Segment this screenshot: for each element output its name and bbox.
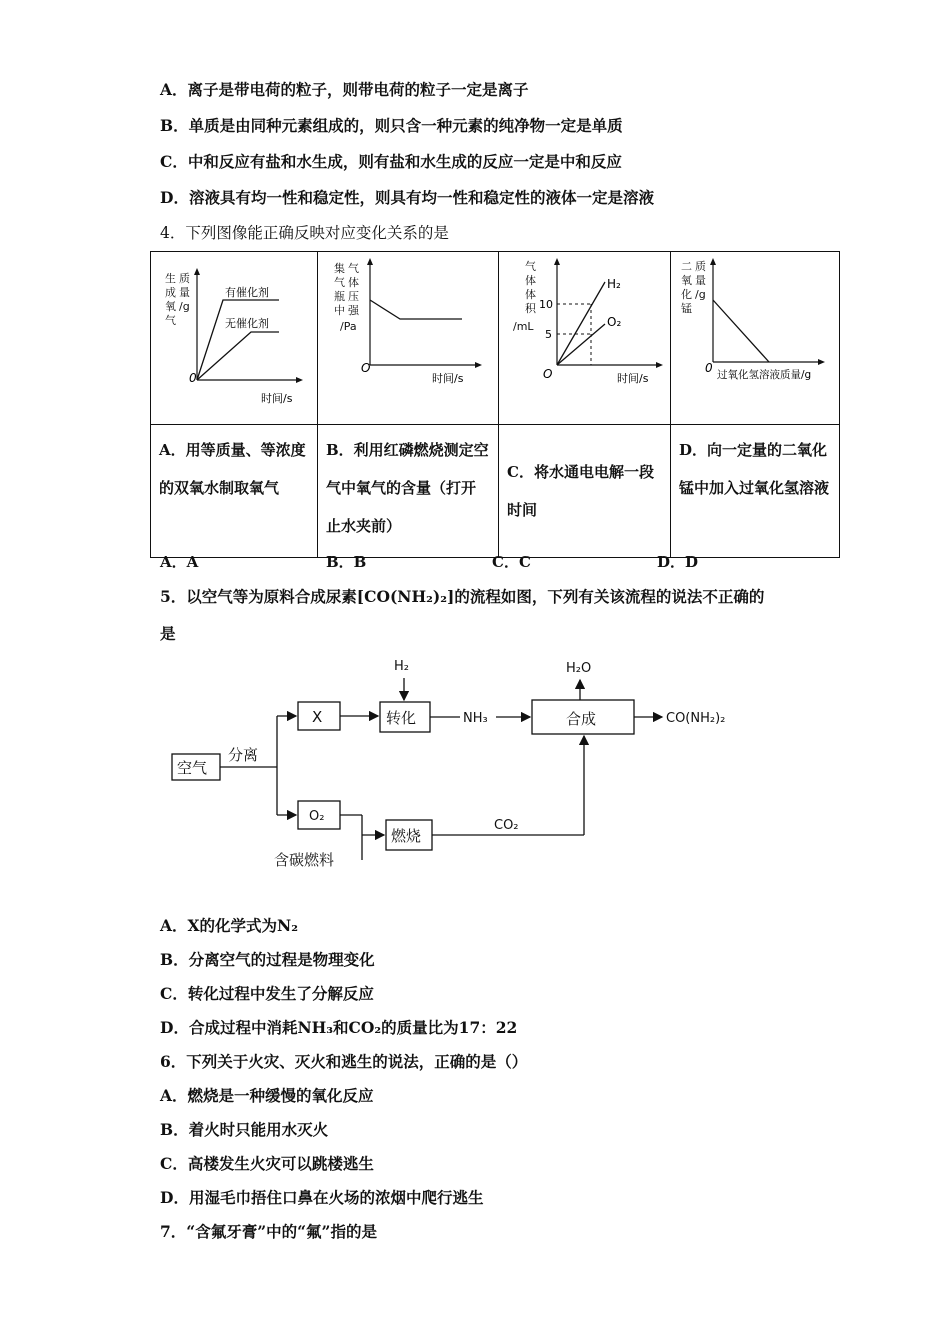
svg-text:氧: 氧 xyxy=(165,300,176,313)
q7-stem: 7．“含氟牙膏”中的“氟”指的是 xyxy=(160,1222,377,1241)
graph-b-xlabel: 时间/s xyxy=(432,372,464,385)
q6-option-a[interactable]: A．燃烧是一种缓慢的氧化反应 xyxy=(160,1086,374,1105)
graph-a-svg xyxy=(151,252,318,424)
q4-graph-a xyxy=(151,252,318,425)
q5-option-b[interactable]: B．分离空气的过程是物理变化 xyxy=(160,950,375,969)
svg-text:体: 体 xyxy=(525,274,536,287)
graph-b-line xyxy=(370,300,462,319)
svg-text:/Pa: /Pa xyxy=(340,320,357,333)
svg-text:/g: /g xyxy=(695,288,706,301)
q5-flow-diagram xyxy=(160,650,760,880)
flow-o2: O₂ xyxy=(309,809,325,824)
flow-convert: 转化 xyxy=(386,709,417,727)
svg-text:体: 体 xyxy=(525,288,536,301)
graph-a-label-nocatalyst: 无催化剂 xyxy=(225,317,269,330)
flow-x: X xyxy=(312,708,323,726)
svg-text:二: 二 xyxy=(681,260,692,273)
flow-co2: CO₂ xyxy=(494,818,519,833)
q4-option-b[interactable]: B．B xyxy=(326,553,367,571)
q4-graph-d xyxy=(671,252,840,425)
flow-nh3: NH₃ xyxy=(463,711,488,726)
graph-c-label-o2: O₂ xyxy=(607,315,622,329)
q3-option-c[interactable]: C．中和反应有盐和水生成，则有盐和水生成的反应一定是中和反应 xyxy=(160,152,622,171)
q6-stem: 6．下列关于火灾、灭火和逃生的说法，正确的是（） xyxy=(160,1052,528,1071)
q4-option-c[interactable]: C．C xyxy=(492,553,531,571)
graph-c-tick-10: 10 xyxy=(539,298,553,311)
flow-burn: 燃烧 xyxy=(391,827,422,845)
graph-d-svg xyxy=(671,252,840,424)
svg-text:集: 集 xyxy=(334,262,345,275)
svg-text:生: 生 xyxy=(165,272,176,285)
svg-text:体: 体 xyxy=(348,276,359,289)
graph-a-label-catalyst: 有催化剂 xyxy=(225,286,269,299)
q3-option-a[interactable]: A．离子是带电荷的粒子，则带电荷的粒子一定是离子 xyxy=(160,80,529,99)
svg-text:化: 化 xyxy=(681,288,692,301)
svg-text:成: 成 xyxy=(165,286,176,299)
svg-text:气: 气 xyxy=(525,260,536,273)
svg-text:质: 质 xyxy=(695,260,706,273)
q5-option-d[interactable]: D．合成过程中消耗NH₃和CO₂的质量比为17：22 xyxy=(160,1018,518,1037)
graph-b-svg xyxy=(318,252,499,424)
svg-text:锰: 锰 xyxy=(681,302,692,315)
flow-fuel: 含碳燃料 xyxy=(274,851,335,869)
flow-synth: 合成 xyxy=(566,710,597,728)
graph-a-ylabel xyxy=(165,271,190,327)
q4-desc-d: D．向一定量的二氧化锰中加入过氧化氢溶液 xyxy=(671,425,840,558)
graph-c-tick-5: 5 xyxy=(545,328,552,341)
graph-c-label-h2: H₂ xyxy=(607,277,621,291)
flow-air: 空气 xyxy=(177,759,208,777)
flow-h2: H₂ xyxy=(394,659,409,674)
graph-b-origin: O xyxy=(361,361,371,375)
svg-text:/mL: /mL xyxy=(513,320,534,333)
q4-graph-table xyxy=(150,251,840,558)
svg-text:量: 量 xyxy=(179,286,190,299)
q3-option-d[interactable]: D．溶液具有均一性和稳定性，则具有均一性和稳定性的液体一定是溶液 xyxy=(160,188,654,207)
graph-d-xlabel: 过氧化氢溶液质量/g xyxy=(717,369,812,381)
q4-option-a[interactable]: A．A xyxy=(160,553,199,571)
svg-text:强: 强 xyxy=(348,304,359,317)
graph-c-xlabel: 时间/s xyxy=(617,372,649,385)
svg-text:氧: 氧 xyxy=(681,274,692,287)
q4-stem: 4．下列图像能正确反映对应变化关系的是 xyxy=(160,224,449,242)
q6-option-c[interactable]: C．高楼发生火灾可以跳楼逃生 xyxy=(160,1154,374,1173)
svg-text:气: 气 xyxy=(348,262,359,275)
q4-desc-c: C．将水通电电解一段时间 xyxy=(499,425,671,558)
svg-text:气: 气 xyxy=(165,314,176,327)
svg-text:气: 气 xyxy=(334,276,345,289)
q5-option-c[interactable]: C．转化过程中发生了分解反应 xyxy=(160,984,374,1003)
flow-separate: 分离 xyxy=(228,746,259,764)
svg-text:量: 量 xyxy=(695,274,706,287)
q3-option-b[interactable]: B．单质是由同种元素组成的，则只含一种元素的纯净物一定是单质 xyxy=(160,116,623,135)
svg-text:压: 压 xyxy=(348,290,359,303)
svg-text:瓶: 瓶 xyxy=(334,290,345,303)
graph-a-line-catalyst xyxy=(197,300,279,380)
graph-c-svg xyxy=(499,252,671,424)
flow-h2o: H₂O xyxy=(566,661,592,676)
svg-text:中: 中 xyxy=(334,304,345,317)
q5-stem-line2: 是 xyxy=(160,624,176,643)
graph-a-line-nocatalyst xyxy=(197,332,279,380)
q4-graph-b xyxy=(318,252,499,425)
graph-a-xlabel: 时间/s xyxy=(261,392,293,405)
graph-a-origin: 0 xyxy=(189,371,197,385)
q4-desc-b: B．利用红磷燃烧测定空气中氧气的含量（打开止水夹前） xyxy=(318,425,499,558)
svg-text:积: 积 xyxy=(525,302,536,315)
q6-option-d[interactable]: D．用湿毛巾捂住口鼻在火场的浓烟中爬行逃生 xyxy=(160,1188,484,1207)
svg-text:/g: /g xyxy=(179,300,190,313)
graph-c-origin: O xyxy=(543,367,553,381)
graph-d-line xyxy=(713,300,769,362)
graph-d-origin: 0 xyxy=(705,361,713,375)
q4-graph-c xyxy=(499,252,671,425)
graph-c-line-h2 xyxy=(557,282,605,365)
svg-text:质: 质 xyxy=(179,272,190,285)
q5-stem-line1: 5．以空气等为原料合成尿素[CO(NH₂)₂]的流程如图，下列有关该流程的说法不正确的 xyxy=(160,587,765,606)
q5-option-a[interactable]: A．X的化学式为N₂ xyxy=(160,916,299,935)
flow-product: CO(NH₂)₂ xyxy=(666,711,726,726)
q4-option-d[interactable]: D．D xyxy=(657,553,699,571)
q4-desc-a: A．用等质量、等浓度的双氧水制取氧气 xyxy=(151,425,318,558)
graph-c-line-o2 xyxy=(557,324,605,365)
q6-option-b[interactable]: B．着火时只能用水灭火 xyxy=(160,1120,329,1139)
